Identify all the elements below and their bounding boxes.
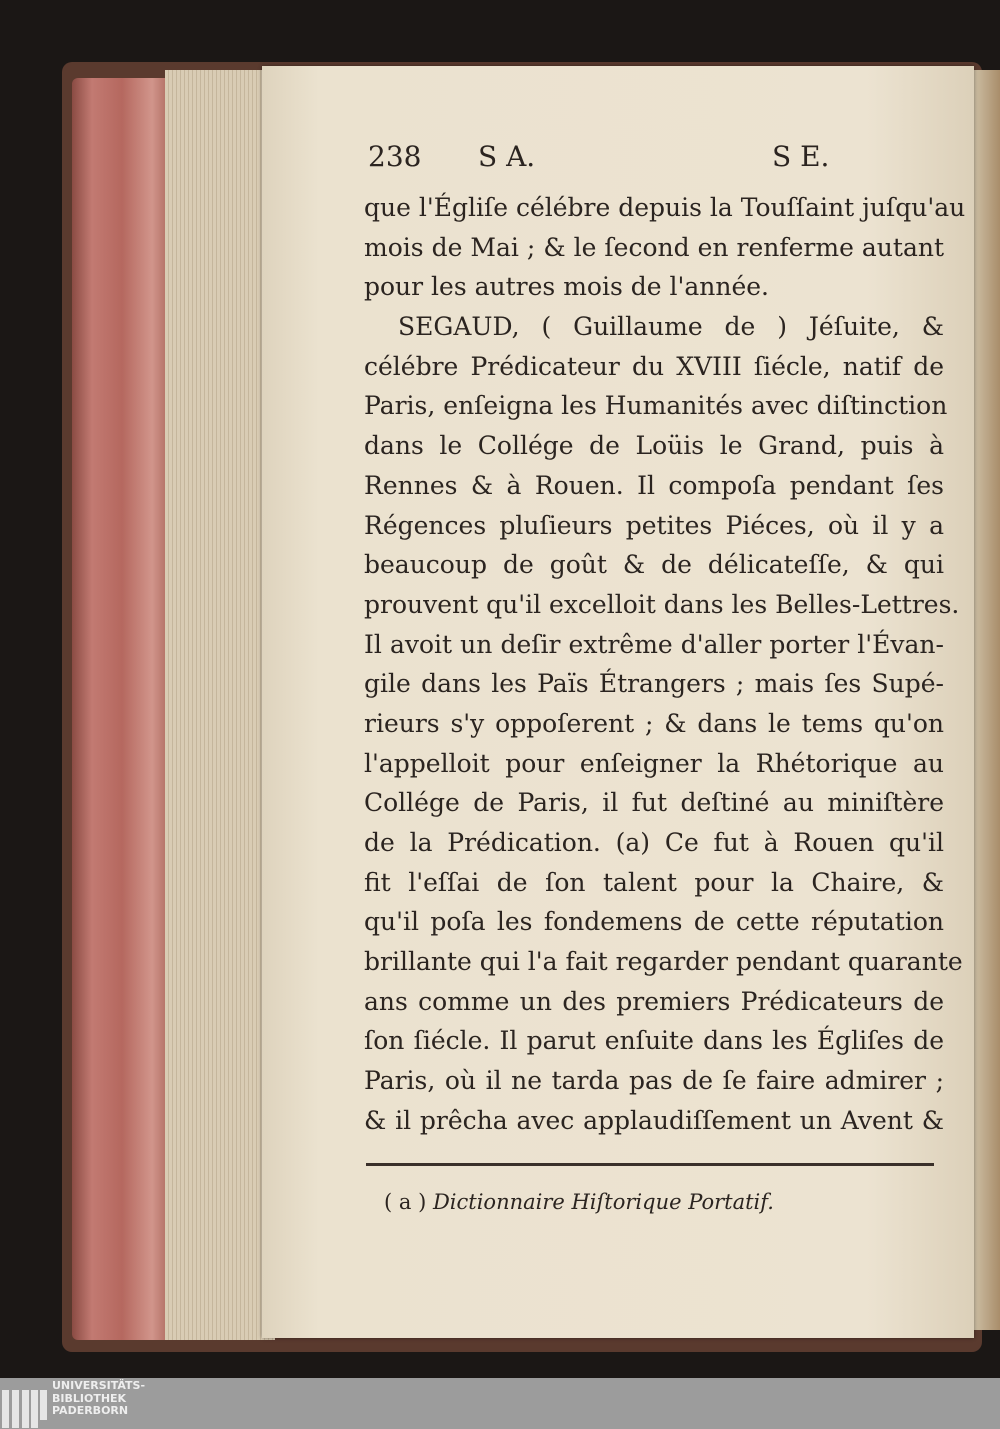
- text-line: ans comme un des premiers Prédicateurs de: [364, 986, 944, 1016]
- text-line: prouvent qu'il excelloit dans les Belles-Lettres.: [364, 589, 960, 619]
- footnote-marker: ( a ): [384, 1190, 427, 1214]
- text-line: brillante qui l'a fait regarder pendant quarante: [364, 947, 963, 977]
- footnote-rule: [366, 1163, 934, 1166]
- library-name-line: UNIVERSITÄTS-: [52, 1379, 146, 1392]
- text-line: de la Prédication. (a) Ce fut à Rouen qu'il: [364, 828, 944, 857]
- text-line: Paris, enſeigna les Humanités avec diſtinction: [364, 391, 948, 421]
- text-line: fit l'eſſai de ſon talent pour la Chaire, &: [364, 867, 944, 897]
- text-line: & il prêcha avec applaudiſſement un Avent &: [364, 1105, 944, 1135]
- text-line: ſon ſiécle. Il parut enſuite dans les Égliſes de: [364, 1026, 944, 1056]
- text-line: rieurs s'y oppoſerent ; & dans le tems qu'on: [364, 708, 944, 738]
- page-number: 238: [368, 140, 422, 173]
- text-line: Paris, où il ne tarda pas de ſe faire admirer ;: [364, 1066, 944, 1096]
- text-line: SEGAUD, ( Guillaume de ) Jéſuite, &: [398, 312, 944, 342]
- library-name-line: BIBLIOTHEK: [52, 1391, 127, 1405]
- library-name: [52, 1380, 145, 1418]
- right-page-edge: [972, 70, 1000, 1330]
- library-name-line: PADERBORN: [52, 1404, 129, 1417]
- text-line: pour les autres mois de l'année.: [364, 272, 769, 302]
- book-fore-edge: [72, 78, 172, 1340]
- footnote-text: Dictionnaire Hiſtorique Portatif.: [432, 1190, 774, 1214]
- page-stack: [165, 70, 275, 1340]
- library-banner: [0, 1378, 1000, 1429]
- text-line: mois de Mai ; & le ſecond en renferme autant: [364, 232, 944, 262]
- text-line: que l'Égliſe célébre depuis la Touſſaint juſqu'au: [364, 193, 966, 222]
- text-line: l'appelloit pour enſeigner la Rhétorique au: [364, 748, 944, 778]
- text-line: gile dans les Païs Étrangers ; mais ſes Supé-: [364, 669, 944, 699]
- text-line: Régences pluſieurs petites Piéces, où il y a: [364, 510, 944, 540]
- running-head-right: S E.: [772, 140, 830, 173]
- running-head-left: S A.: [478, 140, 536, 173]
- footnote: [384, 1190, 774, 1214]
- body-text: [364, 188, 966, 1141]
- text-line: Il avoit un deſir extrême d'aller porter l'Évan-: [364, 629, 944, 659]
- text-line: dans le Collége de Loüis le Grand, puis à: [364, 431, 944, 461]
- text-line: Rennes & à Rouen. Il compoſa pendant ſes: [364, 470, 944, 500]
- text-line: Collége de Paris, il fut deſtiné au miniſtère: [364, 788, 944, 818]
- text-line: célébre Prédicateur du XVIII ſiécle, natif de: [364, 351, 944, 381]
- text-line: qu'il poſa les fondemens de cette réputation: [364, 907, 944, 937]
- text-line: beaucoup de goût & de délicateſſe, & qui: [364, 550, 944, 580]
